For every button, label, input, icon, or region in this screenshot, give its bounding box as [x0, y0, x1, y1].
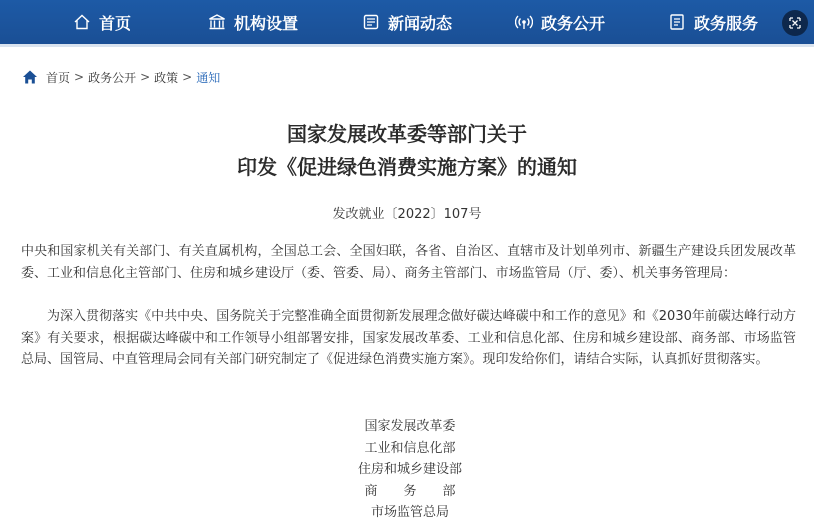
document-number: 发改就业〔2022〕107号	[332, 207, 482, 222]
article-title-line1: 国家发展改革委等部门关于	[287, 122, 527, 146]
signer: 商 务 部	[364, 483, 456, 499]
building-icon	[208, 13, 226, 31]
breadcrumb	[22, 68, 220, 86]
signer: 市场监管总局	[370, 505, 449, 520]
document-icon	[668, 13, 686, 31]
broadcast-icon	[515, 13, 533, 31]
nav-item-news[interactable]	[352, 0, 462, 44]
nav-item-institutions[interactable]	[198, 0, 308, 44]
nav-item-label: 政务公开	[540, 13, 605, 33]
signer: 国家发展改革委	[364, 419, 456, 434]
newspaper-icon	[362, 13, 380, 31]
nav-item-label: 政务服务	[693, 13, 758, 33]
nav-item-government-affairs[interactable]	[505, 0, 615, 44]
article-title-line2: 印发《促进绿色消费实施方案》的通知	[237, 155, 577, 179]
top-navigation-bar	[0, 0, 814, 47]
recipients-paragraph: 中央和国家机关有关部门、有关直属机构，全国总工会、全国妇联，各省、自治区、直辖市及计划单列市、新疆生产建设兵团发展改革委、工业和信息化主管部门、住房和城乡建设厅（委、管委、局）、商务主管部门、市场监管局（厅、委）、机关事务管理局：	[21, 244, 796, 281]
nav-item-services[interactable]	[658, 0, 768, 44]
breadcrumb-separator: >	[182, 70, 193, 84]
signer: 工业和信息化部	[364, 440, 456, 456]
breadcrumb-policy[interactable]: 政策	[154, 70, 179, 85]
signer: 住房和城乡建设部	[357, 462, 462, 477]
home-icon	[73, 13, 91, 31]
breadcrumb-separator: >	[140, 70, 151, 84]
nav-item-label: 新闻动态	[387, 13, 452, 33]
home-icon[interactable]	[22, 69, 38, 85]
breadcrumb-home[interactable]: 首页	[46, 70, 71, 85]
breadcrumb-separator: >	[74, 70, 85, 84]
nav-item-home[interactable]	[62, 0, 142, 44]
body-paragraph: 为深入贯彻落实《中共中央、国务院关于完整准确全面贯彻新发展理念做好碳达峰碳中和工作的意见》和《2030年前碳达峰行动方案》有关要求，根据碳达峰碳中和工作领导小组部署安排，国家发展改革委、工业和信息化部、住房和城乡建设部、商务部、市场监管总局、国管局、中直管理局会同有关部门研究制定了《促进绿色消费实施方案》。现印发给你们，请结合实际，认真抓好贯彻落实。	[21, 309, 796, 367]
nav-item-label: 机构设置	[233, 13, 298, 33]
nav-item-label: 首页	[98, 13, 131, 33]
breadcrumb-notice[interactable]: 通知	[196, 70, 221, 85]
breadcrumb-government-affairs[interactable]: 政务公开	[88, 70, 137, 85]
signers-list	[320, 416, 500, 524]
close-icon[interactable]	[782, 10, 808, 36]
